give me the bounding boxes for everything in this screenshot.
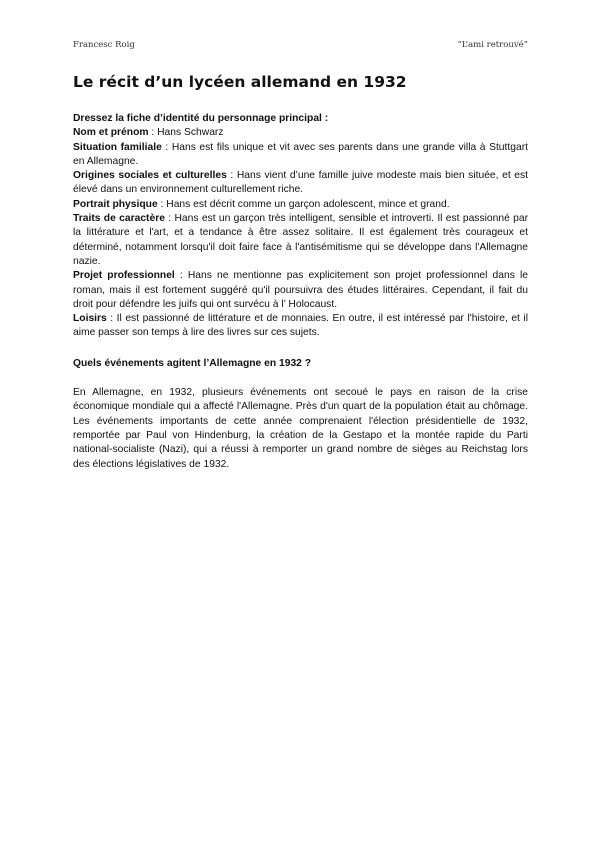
field-value: : Hans vient d’une famille juive modeste mais bien située, et est élevé dans un environnement culturellement riche. bbox=[73, 170, 528, 196]
question-events-1932: Quels événements agitent l’Allemagne en 1932 ? bbox=[73, 357, 312, 369]
field-label: Traits de caractère bbox=[73, 213, 165, 225]
header-author: Francesc Roig bbox=[73, 40, 135, 50]
field-label: Situation familiale bbox=[73, 141, 162, 153]
field-label: Loisirs bbox=[73, 313, 107, 325]
field-value: : Hans est décrit comme un garçon adolescent, mince et grand. bbox=[157, 198, 450, 210]
answer-paragraph: En Allemagne, en 1932, plusieurs événements ont secoué le pays en raison de la crise économique mondiale qui a affecté l'Allemagne. Près d'un quart de la population était au chômage. Les événements importants de cette année comprenaient l'élection présidentielle de 1932, remportée par Paul von Hindenburg, la création de la Gestapo et la montée rapide du Parti national-socialiste (Nazi), qui a réussi à remporter un grand nombre de sièges au Reichstag lors des élections législatives de 1932. bbox=[73, 387, 528, 470]
document-body bbox=[73, 72, 528, 472]
field-hobbies bbox=[73, 312, 528, 341]
field-value: : Il est passionné de littérature et de monnaies. En outre, il est intéressé par l'histoire, et il aime passer son temps à lire des livres sur ces sujets. bbox=[73, 313, 528, 339]
header-book-title: “L’ami retrouvé” bbox=[457, 40, 528, 50]
field-value: : Hans ne mentionne pas explicitement son projet professionnel dans le roman, mais il est fortement suggéré qu'il poursuivra des études littéraires. Cependant, il fait du droit pour défendre les juifs qui ont survécu à l’ Holocaust. bbox=[73, 270, 528, 310]
field-label: Nom et prénom bbox=[73, 127, 149, 139]
page-header bbox=[73, 40, 528, 54]
field-label: Portrait physique bbox=[73, 198, 158, 210]
page-title: Le récit d’un lycéen allemand en 1932 bbox=[73, 73, 407, 91]
field-value: : Hans Schwarz bbox=[148, 127, 224, 139]
section-divider-space bbox=[73, 341, 528, 357]
field-label: Origines sociales et culturelles bbox=[73, 170, 227, 182]
field-social-origins bbox=[73, 169, 528, 198]
field-character-traits bbox=[73, 212, 528, 269]
question-identity-card: Dressez la fiche d’identité du personnage principal : bbox=[73, 113, 329, 124]
field-career-plan bbox=[73, 269, 528, 312]
field-value: : Hans est fils unique et vit avec ses parents dans une grande villa à Stuttgart en Allemagne. bbox=[73, 141, 528, 167]
section-divider-space bbox=[73, 371, 528, 386]
field-physical-portrait bbox=[73, 198, 528, 212]
field-label: Projet professionnel bbox=[73, 270, 175, 282]
field-value: : Hans est un garçon très intelligent, sensible et introverti. Il est passionné par la littérature et l'art, et a tendance à être assez solitaire. Il est également très courageux et déterminé, notamment lorsqu'il doit faire face à l'antisémitisme qui se développe dans l'Allemagne nazie. bbox=[73, 213, 529, 267]
field-name bbox=[73, 126, 528, 140]
field-family-situation bbox=[73, 141, 528, 170]
